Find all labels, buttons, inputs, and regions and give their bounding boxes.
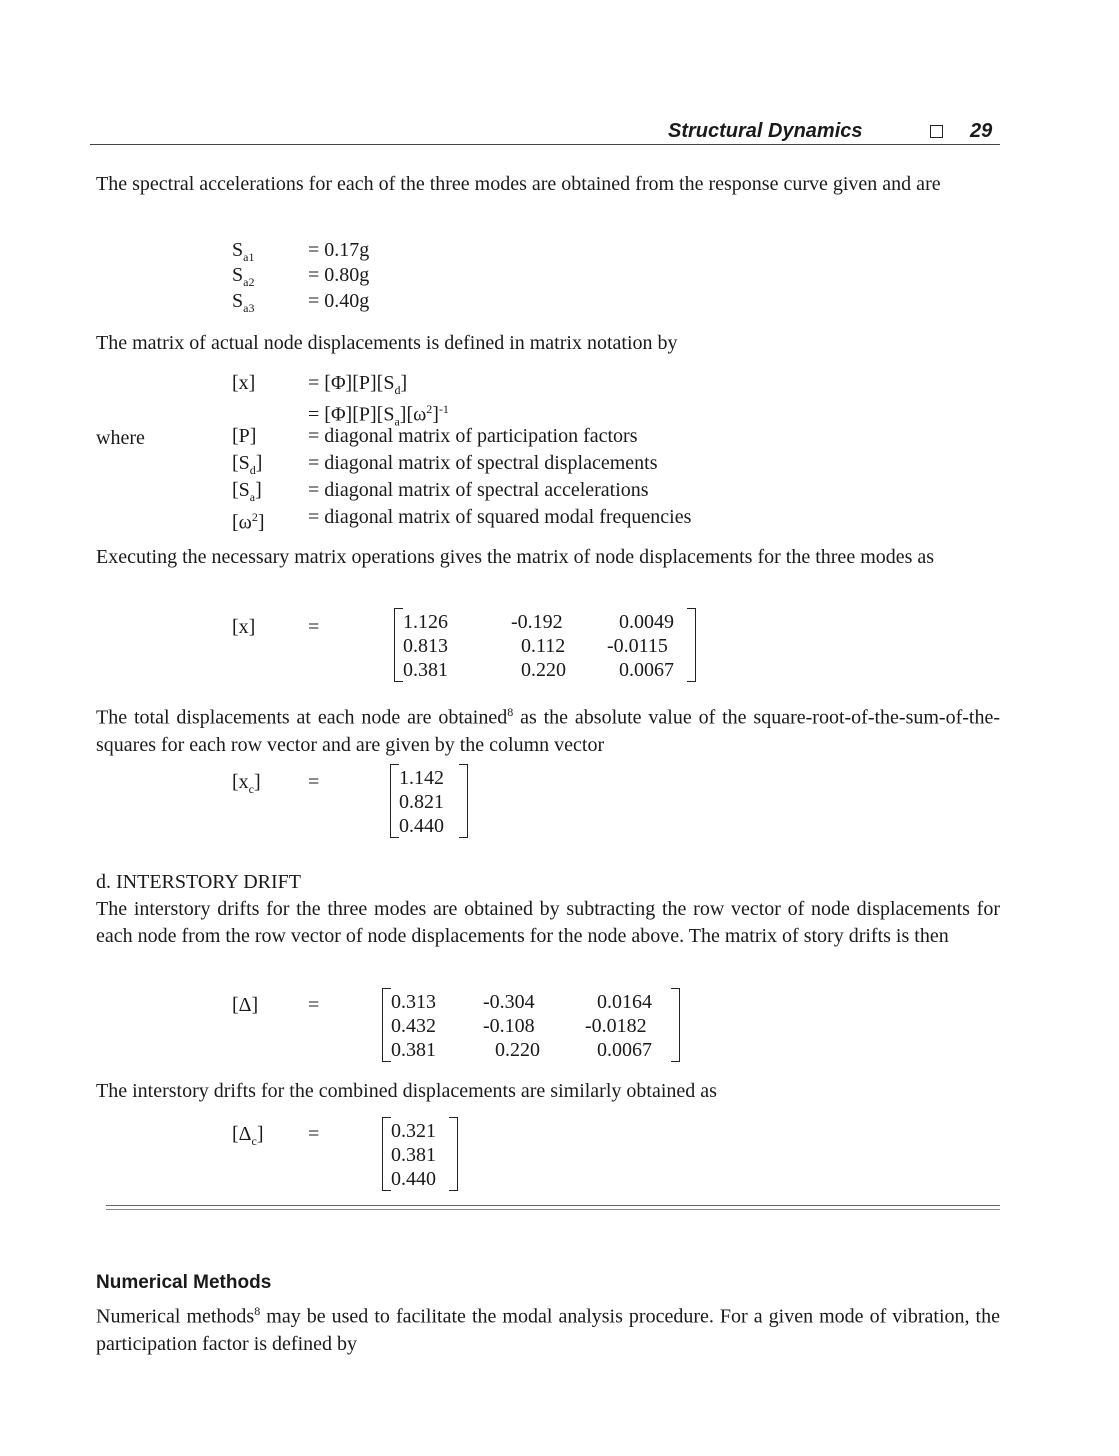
- spectral-value-1: = 0.17g: [308, 239, 370, 261]
- matrix-cell: -0.192: [511, 611, 563, 633]
- equation-2: = $[\Phi][P][S_a][\omega^2]^{-1}$: [308, 402, 449, 429]
- matrix-cell: 0.220: [495, 1039, 540, 1061]
- matrix-cell: 0.112: [521, 635, 566, 657]
- deltac-matrix: [382, 1117, 458, 1191]
- deltac-matrix-lhs: $[\Delta_c]$: [232, 1123, 264, 1148]
- section-divider-top: [106, 1205, 1000, 1206]
- def-lhs-sd: $[S_d]$: [232, 452, 263, 477]
- matrix-cell: 0.381: [391, 1039, 436, 1061]
- matrix-intro: The matrix of actual node displacements is defined in matrix notation by: [96, 332, 678, 354]
- matrix-cell: 1.142: [399, 767, 444, 789]
- x-lhs: [x]: [232, 372, 256, 394]
- matrix-cell: 0.381: [391, 1144, 436, 1166]
- matrix-cell: 0.313: [391, 991, 436, 1013]
- total-paragraph: The total displacements at each node are obtained$^8$ as the absolute value of the square-root-of-the-sum-of-the-squares for each row vector and are given by the column vector: [96, 705, 1000, 756]
- spectral-value-3: = 0.40g: [308, 290, 370, 312]
- matrix-cell: -0.304: [483, 991, 535, 1013]
- matrix-cell: 0.440: [391, 1168, 436, 1190]
- numerical-paragraph: Numerical methods$^8$ may be used to facilitate the modal analysis procedure. For a given mode of vibration, the participation factor is defined by: [96, 1304, 1000, 1355]
- page-number: 29: [970, 120, 993, 142]
- intro-paragraph: The spectral accelerations for each of the three modes are obtained from the response curve given and are: [96, 173, 941, 195]
- equation-1: = $[\Phi][P][S_d]$: [308, 372, 408, 397]
- matrix-cell: 0.813: [403, 635, 448, 657]
- matrix-cell: 0.0067: [619, 659, 674, 681]
- matrix-cell: 0.432: [391, 1015, 436, 1037]
- x-matrix: [394, 608, 696, 682]
- def-rhs-p: = diagonal matrix of participation factors: [308, 425, 638, 447]
- section-divider-bottom: [106, 1209, 1000, 1210]
- spectral-line-1: $S_{a1}$: [232, 239, 255, 264]
- combined-paragraph: The interstory drifts for the combined displacements are similarly obtained as: [96, 1080, 717, 1102]
- def-rhs-omega: = diagonal matrix of squared modal frequencies: [308, 506, 692, 528]
- x-matrix-lhs: [x]: [232, 616, 256, 638]
- def-rhs-sa: = diagonal matrix of spectral accelerations: [308, 479, 649, 501]
- delta-matrix: [382, 988, 680, 1062]
- matrix-cell: 0.381: [403, 659, 448, 681]
- matrix-cell: 1.126: [403, 611, 448, 633]
- header-rule: [90, 144, 1000, 145]
- section-d-paragraph: The interstory drifts for the three modes are obtained by subtracting the row vector of node displacements for each node from the row vector of node displacements for the node above. The matrix of story drifts is then: [96, 898, 1000, 947]
- matrix-cell: 0.0164: [597, 991, 652, 1013]
- def-rhs-sd: = diagonal matrix of spectral displacements: [308, 452, 658, 474]
- where-label: where: [96, 427, 145, 449]
- delta-matrix-lhs: [Δ]: [232, 994, 259, 1016]
- xc-matrix-lhs: $[x_c]$: [232, 771, 261, 796]
- spectral-value-2: = 0.80g: [308, 264, 370, 286]
- def-lhs-p: [P]: [232, 425, 257, 447]
- def-lhs-omega: $[\omega^2]$: [232, 510, 265, 534]
- numerical-methods-heading: Numerical Methods: [96, 1272, 272, 1293]
- matrix-cell: 0.440: [399, 815, 444, 837]
- xc-matrix-eq: =: [308, 771, 320, 793]
- delta-matrix-eq: =: [308, 994, 320, 1016]
- x-matrix-eq: =: [308, 616, 320, 638]
- def-lhs-sa: $[S_a]$: [232, 479, 262, 504]
- matrix-cell: 0.821: [399, 791, 444, 813]
- running-title: Structural Dynamics: [668, 120, 863, 142]
- matrix-cell: 0.0049: [619, 611, 674, 633]
- spectral-line-2: $S_{a2}$: [232, 264, 255, 289]
- matrix-cell: -0.0115: [607, 635, 668, 657]
- section-d-heading: d. INTERSTORY DRIFT: [96, 871, 302, 893]
- exec-paragraph: Executing the necessary matrix operations gives the matrix of node displacements for the three modes as: [96, 546, 935, 568]
- xc-matrix: [390, 764, 468, 838]
- matrix-cell: -0.108: [483, 1015, 535, 1037]
- matrix-cell: 0.220: [521, 659, 566, 681]
- spectral-line-3: $S_{a3}$: [232, 290, 255, 315]
- matrix-cell: 0.321: [391, 1120, 436, 1142]
- square-icon: [930, 125, 943, 143]
- matrix-cell: 0.0067: [597, 1039, 652, 1061]
- matrix-cell: -0.0182: [585, 1015, 647, 1037]
- deltac-matrix-eq: =: [308, 1123, 320, 1145]
